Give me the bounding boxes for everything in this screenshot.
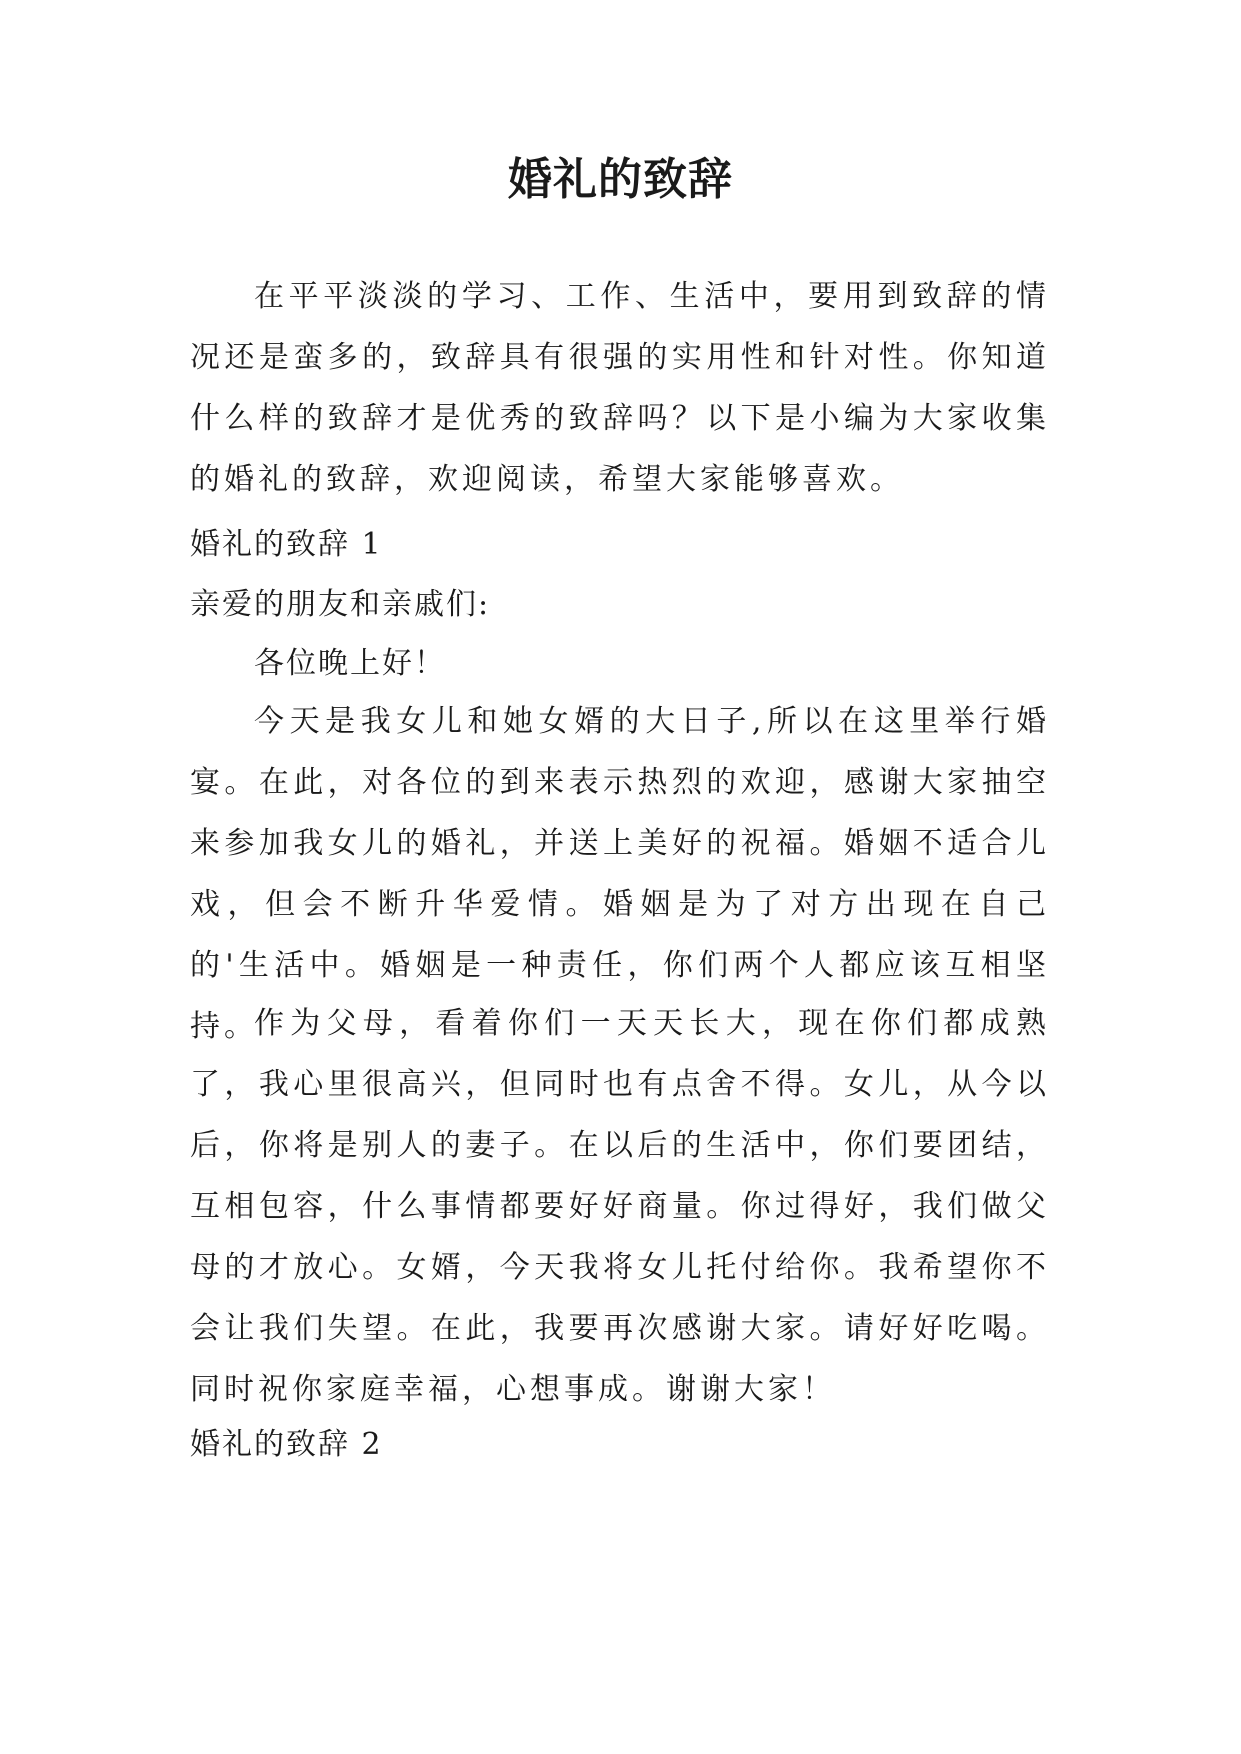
page-title: 婚礼的致辞	[508, 154, 733, 205]
greeting: 各位晚上好！	[254, 646, 446, 681]
body-paragraph-1: 今天是我女儿和她女婿的大日子,所以在这里举行婚宴。在此，对各位的到来表示热烈的欢迎，感谢大家抽空来参加我女儿的婚礼，并送上美好的祝福。婚姻不适合儿戏，但会不断升华爱情。婚姻是为了对方出现在自己的'生活中。婚姻是一种责任，你们两个人都应该互相坚持。	[190, 704, 1050, 1044]
body-paragraph-2: 作为父母，看着你们一天天长大，现在你们都成熟了，我心里很高兴，但同时也有点舍不得。女儿，从今以后，你将是别人的妻子。在以后的生活中，你们要团结，互相包容，什么事情都要好好商量。你过得好，我们做父母的才放心。女婿，今天我将女儿托付给你。我希望你不会让我们失望。在此，我要再次感谢大家。请好好吃喝。同时祝你家庭幸福，心想事成。谢谢大家！	[190, 1006, 1050, 1407]
section-heading-1: 婚礼的致辞 1	[190, 527, 383, 562]
intro-paragraph: 在平平淡淡的学习、工作、生活中，要用到致辞的情况还是蛮多的，致辞具有很强的实用性和针对性。你知道什么样的致辞才是优秀的致辞吗？以下是小编为大家收集的婚礼的致辞，欢迎阅读，希望大家能够喜欢。	[190, 279, 1050, 497]
salutation: 亲爱的朋友和亲戚们:	[190, 587, 491, 622]
section-heading-2: 婚礼的致辞 2	[190, 1427, 383, 1462]
